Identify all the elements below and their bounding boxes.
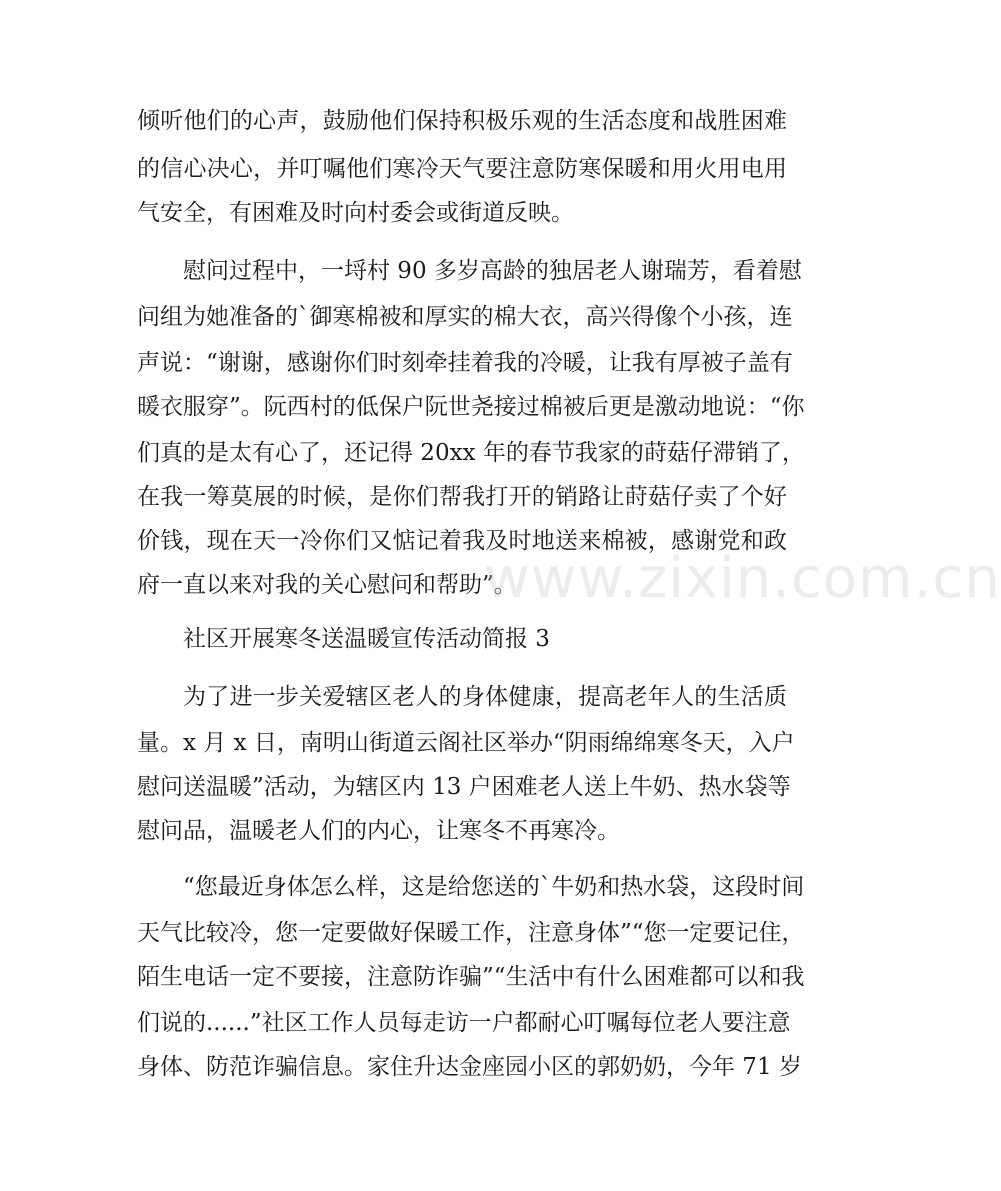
paragraph-1-line-2: 的信心决心，并叮嘱他们寒冷天气要注意防寒保暖和用火用电用 — [137, 156, 787, 182]
paragraph-2-line-2: 问组为她准备的`御寒棉被和厚实的棉大衣，高兴得像个小孩，连 — [137, 304, 793, 330]
paragraph-1-line-3: 气安全，有困难及时向村委会或街道反映。 — [137, 200, 574, 226]
paragraph-2-line-3: 声说：“谢谢，感谢你们时刻牵挂着我的冷暖，让我有厚被子盖有 — [137, 350, 793, 376]
paragraph-3-line-4: 慰问品，温暖老人们的内心，让寒冬不再寒冷。 — [137, 818, 620, 844]
paragraph-1-line-1: 倾听他们的心声，鼓励他们保持积极乐观的生活态度和战胜困难 — [137, 108, 787, 134]
paragraph-2-line-5: 们真的是太有心了，还记得 20xx 年的春节我家的莳菇仔滞销了， — [137, 440, 805, 466]
paragraph-4-line-5: 身体、防范诈骗信息。家住升达金座园小区的郭奶奶，今年 71 岁 — [137, 1054, 802, 1080]
paragraph-4-line-1: “您最近身体怎么样，这是给您送的`牛奶和热水袋，这段时间 — [183, 874, 805, 900]
paragraph-4-line-4: 们说的......”社区工作人员每走访一户都耐心叮嘱每位老人要注意 — [137, 1010, 791, 1036]
paragraph-4-line-2: 天气比较冷，您一定要做好保暖工作，注意身体”“您一定要记住， — [137, 920, 805, 946]
paragraph-2-line-4: 暖衣服穿”。阮西村的低保户阮世尧接过棉被后更是激动地说：“你 — [137, 394, 805, 420]
paragraph-3-line-2: 量。x 月 x 日，南明山街道云阁社区举办“阴雨绵绵寒冬天，入户 — [137, 730, 795, 756]
watermark: www.zixin.com.cn — [484, 546, 1001, 611]
paragraph-3-line-1: 为了进一步关爱辖区老人的身体健康，提高老年人的生活质 — [183, 684, 787, 710]
paragraph-2-line-8: 府一直以来对我的关心慰问和帮助”。 — [137, 572, 517, 598]
section-heading: 社区开展寒冬送温暖宣传活动简报 3 — [183, 626, 550, 652]
paragraph-2-line-1: 慰问过程中，一埒村 90 多岁高龄的独居老人谢瑞芳，看着慰 — [183, 258, 802, 284]
paragraph-4-line-3: 陌生电话一定不要接，注意防诈骗”“生活中有什么困难都可以和我 — [137, 964, 805, 990]
paragraph-2-line-7: 价钱，现在天一冷你们又惦记着我及时地送来棉被，感谢党和政 — [137, 528, 787, 554]
paragraph-2-line-6: 在我一筹莫展的时候，是你们帮我打开的销路让莳菇仔卖了个好 — [137, 484, 787, 510]
paragraph-3-line-3: 慰问送温暖”活动，为辖区内 13 户困难老人送上牛奶、热水袋等 — [137, 774, 791, 800]
